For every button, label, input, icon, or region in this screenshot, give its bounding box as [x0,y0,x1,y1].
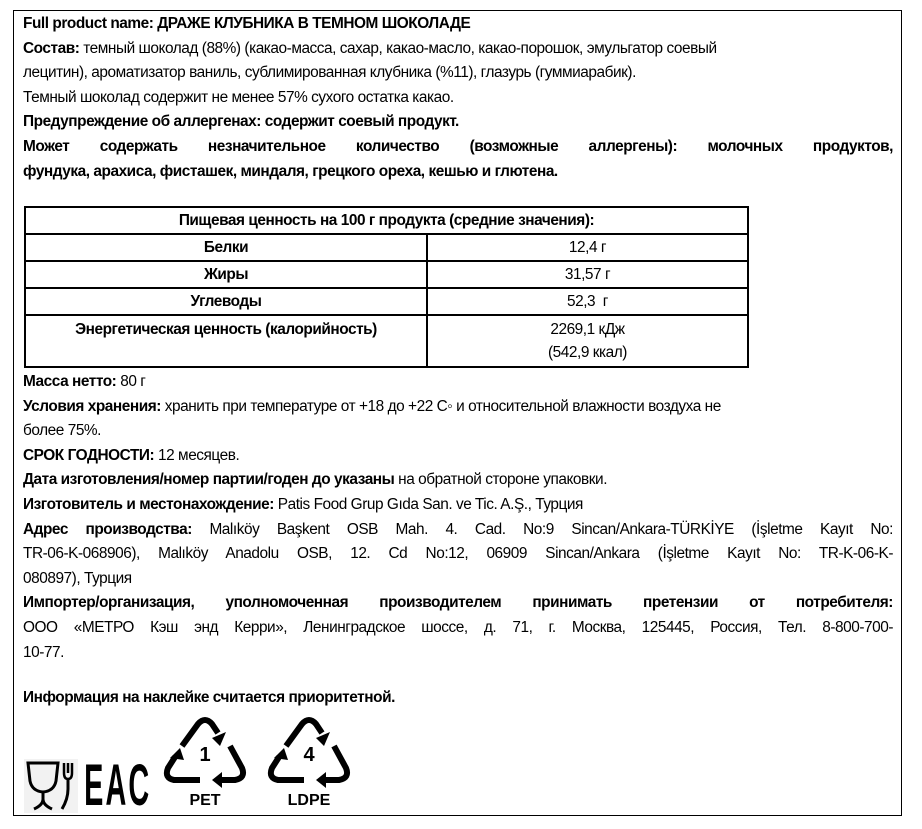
header-section [23,12,893,184]
importer-line-1: ООО «МЕТРО Кэш энд Керри», Ленинградское шоссе, д. 71, г. Москва, 125445, Россия, Тел. 8-800-700- [23,618,893,636]
nutrient-value: 12,4 г [427,234,748,261]
storage-label: Условия хранения: [23,397,161,415]
details-section [23,370,893,665]
allergen-warning: Предупреждение об аллергенах: содержит соевый продукт. [23,113,459,131]
shelf-life-line [23,444,893,469]
address-line-1 [23,518,893,543]
sticker-note: Информация на наклейке считается приоритетной. [23,689,395,706]
nutrient-value-text: 52,3 г [567,292,608,310]
nutrient-value: 31,57 г [427,261,748,288]
composition-line-2: лецитин), ароматизатор ваниль, сублимированная клубника (%11), глазурь (гуммиарабик). [23,64,636,82]
manufacturer-value: Patis Food Grup Gıda San. ve Tic. A.Ş., Турция [277,495,583,513]
production-date-label: Дата изготовления/номер партии/годен до указаны [23,471,395,489]
nutrition-table [24,206,749,368]
net-mass-line [23,370,893,395]
table-row [25,315,748,367]
importer-label: Импортер/организация, уполномоченная производителем принимать претензии от потребителя: [23,594,893,612]
nutrient-label: Белки [25,234,427,261]
storage-line-2: более 75%. [23,422,101,440]
table-row [25,288,748,315]
product-name-label: Full product name: [23,15,154,32]
nutrient-label: Жиры [25,261,427,288]
table-row [25,261,748,288]
energy-kj: 2269,1 кДж [550,321,625,338]
production-date-value: на обратной стороне упаковки. [398,471,608,489]
recycle-number: 4 [303,744,315,766]
production-date-line [23,468,893,493]
manufacturer-label: Изготовитель и местонахождение: [23,495,274,513]
storage-line-1 [23,395,893,420]
recycle-label: LDPE [287,792,331,809]
address-label: Адрес производства: [23,520,192,538]
shelf-life-label: СРОК ГОДНОСТИ: [23,446,155,464]
composition-line-1 [23,37,893,62]
eac-mark-text: EAC [84,754,152,818]
nutrition-header-row [25,207,748,234]
net-mass-value: 80 г [120,373,146,390]
table-row [25,234,748,261]
eac-mark-icon [84,754,152,818]
net-mass-label: Масса нетто: [23,373,117,390]
composition-text-1: темный шоколад (88%) (какао-масса, сахар, какао-масло, какао-порошок, эмульгатор соевый [83,39,717,57]
may-contain-line-1: Может содержать незначительное количество (возможные аллергены): молочных продуктов, [23,137,893,155]
address-line-2: TR-06-K-068906), Malıköy Anadolu OSB, 12. Cd No:12, 06909 Sincan/Ankara (İşletme Kayıt No: TR-K-06-K- [23,545,893,563]
nutrient-value [427,288,748,315]
glass-fork-icon [24,759,78,813]
nutrient-label: Энергетическая ценность (калорийность) [25,315,427,367]
recycle-ldpe [264,716,354,816]
recycle-number: 1 [199,744,211,766]
recycle-label: PET [189,792,221,809]
importer-line-2: 10-77. [23,643,64,661]
nutrient-value [427,315,748,367]
nutrient-label: Углеводы [25,288,427,315]
address-text-1: Malıköy Başkent OSB Mah. 4. Cad. No:9 Sincan/Ankara-TÜRKİYE (İşletme Kayıt No: [209,520,893,538]
energy-kcal: (542,9 ккал) [548,344,627,361]
shelf-life-value: 12 месяцев. [158,446,240,464]
storage-text-1: хранить при температуре от +18 до +22 С◦ и относительной влажности воздуха не [164,397,721,415]
manufacturer-line [23,493,893,518]
recycle-pet [160,716,250,816]
sticker-note-section [23,686,893,711]
product-name-line [23,12,893,37]
address-line-3: 080897), Турция [23,569,132,587]
may-contain-line-2: фундука, арахиса, фисташек, миндаля, грецкого ореха, кешью и глютена. [23,162,558,180]
cocoa-note: Темный шоколад содержит не менее 57% сухого остатка какао. [23,88,454,106]
composition-label: Состав: [23,39,80,57]
product-name-value: ДРАЖЕ КЛУБНИКА В ТЕМНОМ ШОКОЛАДЕ [157,15,471,32]
nutrition-header: Пищевая ценность на 100 г продукта (средние значения): [25,207,748,234]
